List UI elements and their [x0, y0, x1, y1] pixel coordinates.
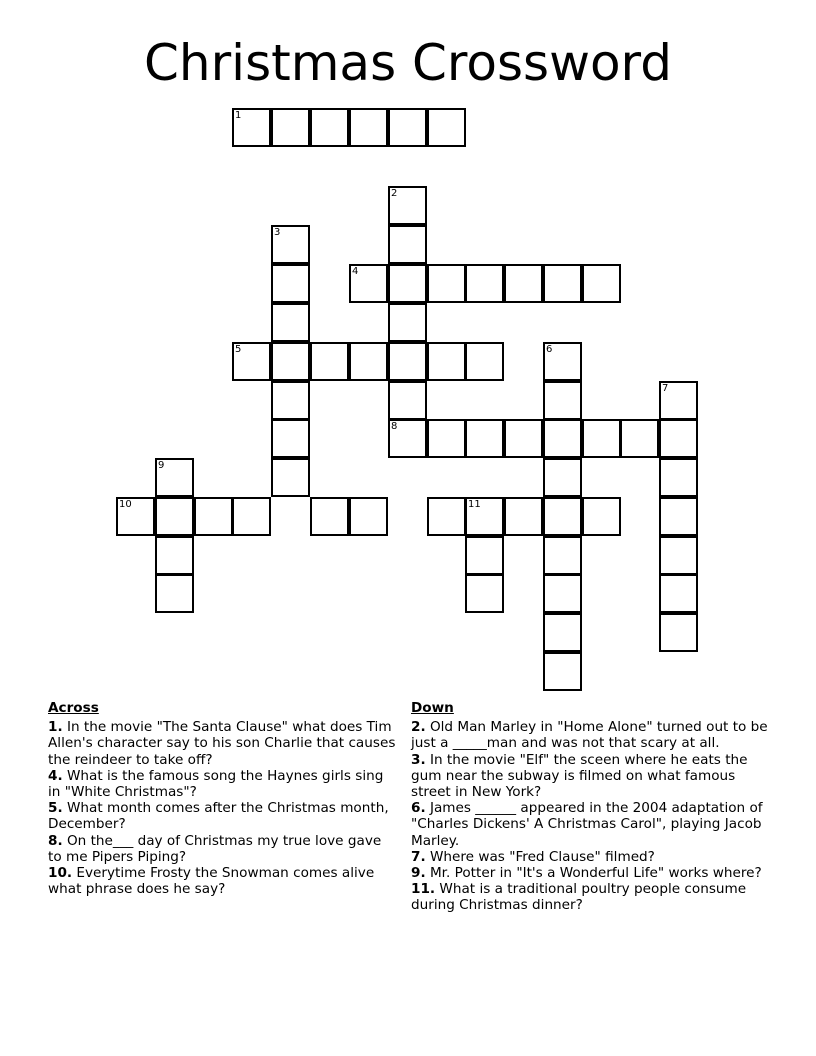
crossword-cell[interactable]	[543, 536, 582, 575]
clue-text: Old Man Marley in "Home Alone" turned out to be just a _____man and was not that scary at all.	[411, 719, 768, 752]
clue-text: On the___ day of Christmas my true love gave to me Pipers Piping?	[48, 832, 382, 865]
down-heading: Down	[411, 700, 454, 716]
crossword-cell[interactable]	[271, 303, 310, 342]
crossword-cell[interactable]	[155, 536, 194, 575]
across-clue	[48, 833, 398, 865]
clue-number: 11.	[411, 881, 436, 898]
across-clue	[48, 865, 398, 897]
clue-number-10: 10	[119, 499, 132, 510]
crossword-cell[interactable]	[427, 342, 466, 381]
clue-text: What is the famous song the Haynes girls sing in "White Christmas"?	[48, 767, 384, 801]
clue-number-5: 5	[235, 344, 242, 355]
crossword-cell[interactable]	[271, 264, 310, 303]
down-clue	[411, 881, 771, 913]
crossword-cell[interactable]	[659, 613, 698, 652]
crossword-cell[interactable]	[465, 264, 504, 303]
clue-number: 6.	[411, 800, 426, 817]
clue-text: What month comes after the Christmas month, December?	[48, 800, 389, 833]
crossword-cell[interactable]	[504, 419, 543, 458]
across-clue	[48, 719, 398, 768]
crossword-cell[interactable]	[427, 497, 466, 536]
across-heading: Across	[48, 700, 99, 716]
crossword-cell[interactable]	[349, 497, 388, 536]
clue-number-11: 11	[468, 499, 481, 510]
crossword-cell[interactable]	[271, 419, 310, 458]
crossword-cell[interactable]	[543, 497, 582, 536]
crossword-cell[interactable]	[310, 342, 349, 381]
page-title: Christmas Crossword	[144, 34, 672, 92]
down-clues	[411, 700, 771, 914]
clue-number-6: 6	[546, 344, 553, 355]
crossword-cell[interactable]	[388, 381, 427, 420]
crossword-cell[interactable]	[194, 497, 233, 536]
clue-number: 5.	[48, 800, 63, 817]
crossword-cell[interactable]	[349, 342, 388, 381]
crossword-cell[interactable]	[310, 497, 349, 536]
crossword-cell[interactable]	[155, 497, 194, 536]
clue-text: In the movie "The Santa Clause" what does Tim Allen's character say to his son Charlie that causes the reindeer to take off?	[48, 719, 396, 768]
crossword-cell[interactable]	[582, 497, 621, 536]
clue-text: In the movie "Elf" the sceen where he eats the gum near the subway is filmed on what famous street in New York?	[411, 751, 748, 801]
crossword-cell[interactable]	[349, 108, 388, 147]
clue-number: 9.	[411, 865, 426, 882]
clue-number-9: 9	[158, 460, 165, 471]
crossword-cell[interactable]	[543, 264, 582, 303]
down-clue	[411, 752, 771, 801]
crossword-cell[interactable]	[465, 342, 504, 381]
crossword-cell[interactable]	[504, 264, 543, 303]
crossword-cell[interactable]	[543, 419, 582, 458]
clue-text: Everytime Frosty the Snowman comes alive what phrase does he say?	[48, 865, 375, 898]
crossword-cell[interactable]	[388, 264, 427, 303]
crossword-cell[interactable]	[271, 458, 310, 497]
crossword-cell[interactable]	[465, 574, 504, 613]
crossword-cell[interactable]	[504, 497, 543, 536]
clue-number: 1.	[48, 719, 63, 736]
crossword-cell[interactable]	[465, 536, 504, 575]
clue-number-3: 3	[274, 227, 281, 238]
crossword-cell[interactable]	[620, 419, 659, 458]
clue-text: What is a traditional poultry people consume during Christmas dinner?	[411, 881, 747, 914]
down-clue-list	[411, 719, 771, 913]
clue-number: 2.	[411, 719, 426, 736]
across-clues	[48, 700, 398, 897]
crossword-cell[interactable]	[388, 225, 427, 264]
clue-number-2: 2	[391, 188, 398, 199]
crossword-cell[interactable]	[582, 419, 621, 458]
clue-number-8: 8	[391, 421, 398, 432]
clue-text: Mr. Potter in "It's a Wonderful Life" works where?	[425, 865, 762, 882]
crossword-cell[interactable]	[543, 574, 582, 613]
crossword-cell[interactable]	[388, 342, 427, 381]
clue-text: James ______ appeared in the 2004 adaptation of "Charles Dickens' A Christmas Carol", playing Jacob Marley.	[411, 800, 763, 849]
crossword-cell[interactable]	[232, 497, 271, 536]
across-clue-list	[48, 719, 398, 897]
crossword-cell[interactable]	[543, 652, 582, 691]
clue-number-4: 4	[352, 266, 359, 277]
crossword-cell[interactable]	[582, 264, 621, 303]
across-clue	[48, 768, 398, 800]
down-clue	[411, 849, 771, 865]
crossword-cell[interactable]	[465, 419, 504, 458]
clue-number-1: 1	[235, 110, 242, 121]
crossword-cell[interactable]	[427, 419, 466, 458]
crossword-cell[interactable]	[271, 342, 310, 381]
crossword-cell[interactable]	[659, 458, 698, 497]
crossword-cell[interactable]	[271, 381, 310, 420]
down-clue	[411, 865, 771, 881]
crossword-cell[interactable]	[659, 536, 698, 575]
clue-number-7: 7	[662, 383, 669, 394]
clue-number: 10.	[48, 865, 73, 882]
crossword-cell[interactable]	[427, 108, 466, 147]
clue-number: 7.	[411, 848, 426, 865]
down-clue	[411, 800, 771, 849]
crossword-cell[interactable]	[543, 381, 582, 420]
crossword-cell[interactable]	[271, 108, 310, 147]
clue-number: 4.	[48, 767, 63, 784]
crossword-cell[interactable]	[659, 574, 698, 613]
crossword-cell[interactable]	[659, 497, 698, 536]
clue-number: 8.	[48, 832, 63, 849]
crossword-cell[interactable]	[388, 303, 427, 342]
crossword-cell[interactable]	[543, 613, 582, 652]
crossword-cell[interactable]	[388, 108, 427, 147]
clue-number: 3.	[411, 751, 426, 768]
clue-text: Where was "Fred Clause" filmed?	[425, 848, 655, 865]
crossword-cell[interactable]	[155, 574, 194, 613]
crossword-cell[interactable]	[427, 264, 466, 303]
crossword-cell[interactable]	[310, 108, 349, 147]
across-clue	[48, 800, 398, 832]
crossword-cell[interactable]	[659, 419, 698, 458]
down-clue	[411, 719, 771, 751]
crossword-cell[interactable]	[543, 458, 582, 497]
